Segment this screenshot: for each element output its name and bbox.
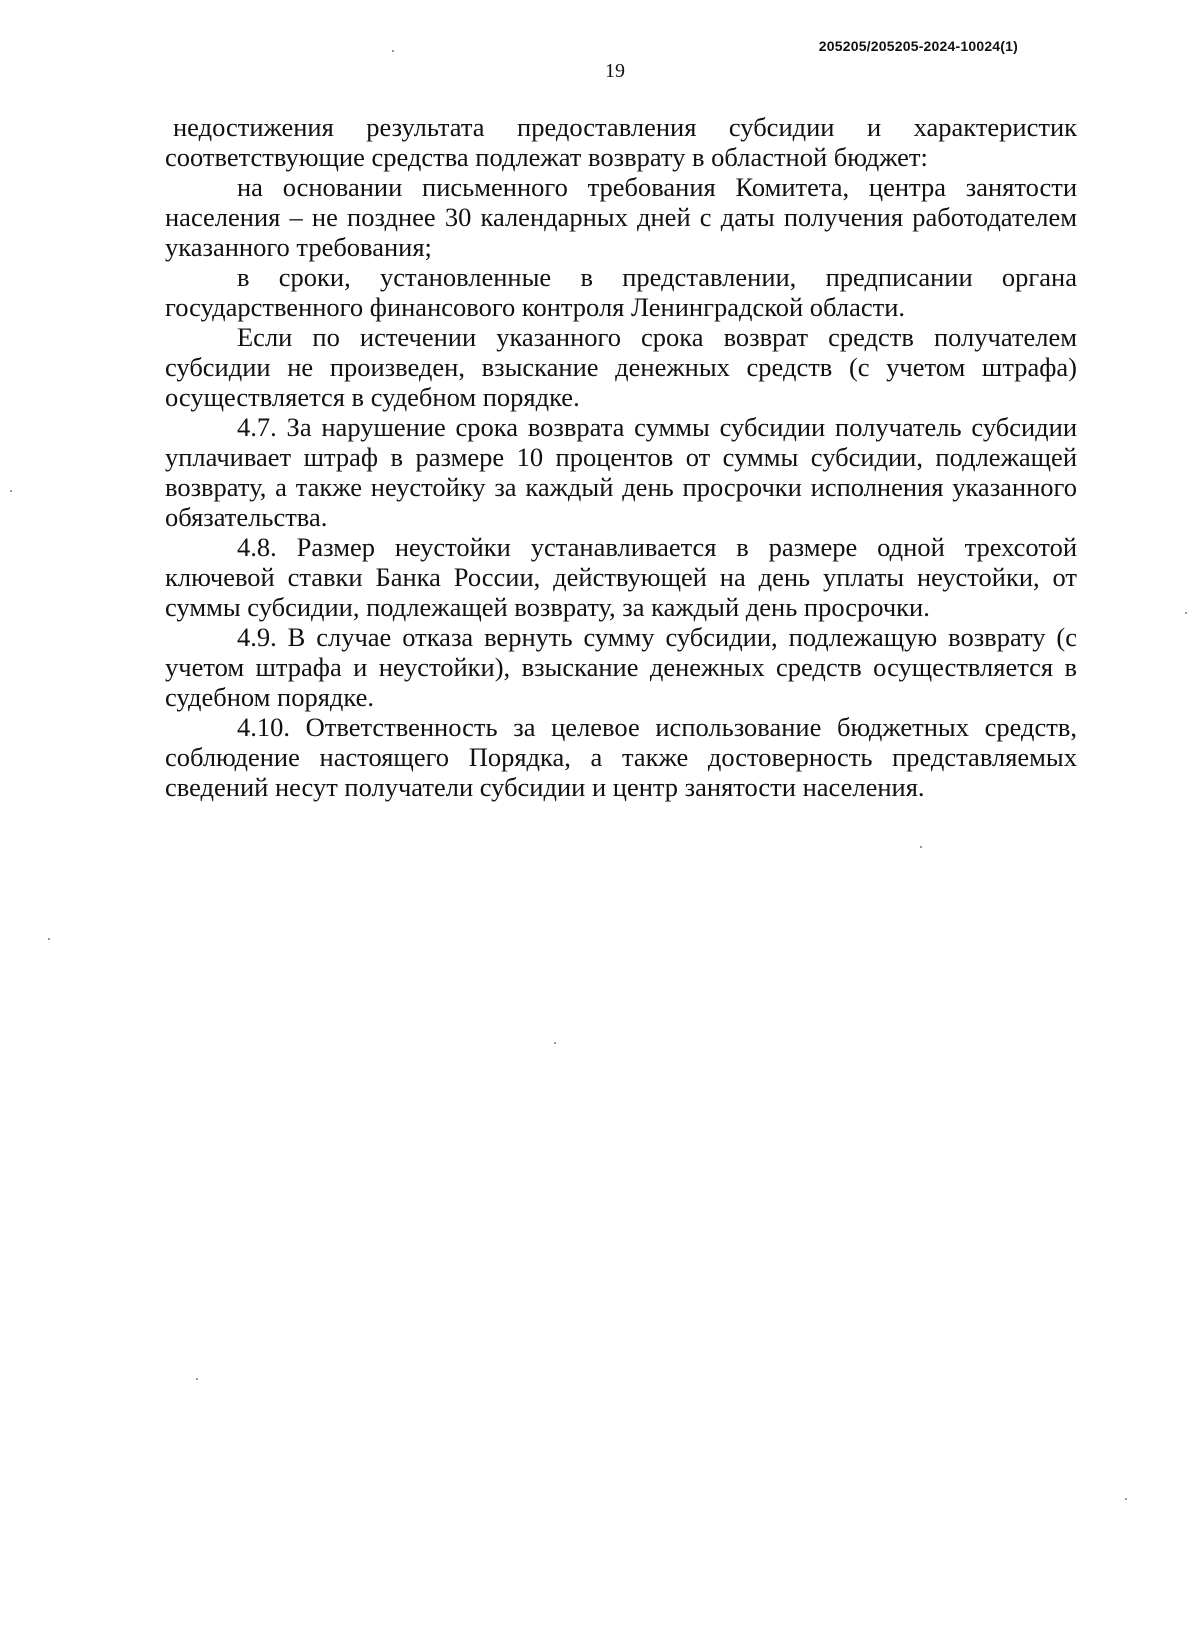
paragraph-4-8: 4.8. Размер неустойки устанавливается в размере одной трехсотой ключевой ставки Банка России, действующей на день уплаты неустойки, от суммы субсидии, подлежащей возврату, за каждый день просрочки. xyxy=(165,532,1077,622)
scan-speck xyxy=(920,846,922,848)
paragraph-4-10: 4.10. Ответственность за целевое использование бюджетных средств, соблюдение настоящего Порядка, а также достоверность представляемых сведений несут получатели субсидии и центр занятости населения. xyxy=(165,712,1077,802)
paragraph-continuation: недостижения результата предоставления субсидии и характеристик соответствующие средства подлежат возврату в областной бюджет: xyxy=(165,112,1077,172)
paragraph-control-deadlines: в сроки, установленные в представлении, предписании органа государственного финансового контроля Ленинградской области. xyxy=(165,262,1077,322)
scan-speck xyxy=(196,1378,198,1380)
page-number: 19 xyxy=(605,60,625,82)
paragraph-court-recovery: Если по истечении указанного срока возврат средств получателем субсидии не произведен, взыскание денежных средств (с учетом штрафа) осуществляется в судебном порядке. xyxy=(165,322,1077,412)
scan-speck xyxy=(554,1042,556,1044)
scan-speck xyxy=(1125,1498,1127,1500)
scan-speck xyxy=(1185,612,1187,614)
paragraph-written-demand: на основании письменного требования Комитета, центра занятости населения – не позднее 30 календарных дней с даты получения работодателем указанного требования; xyxy=(165,172,1077,262)
document-body xyxy=(165,112,1077,802)
scan-speck xyxy=(10,490,12,492)
scan-speck xyxy=(48,938,50,940)
paragraph-4-9: 4.9. В случае отказа вернуть сумму субсидии, подлежащую возврату (с учетом штрафа и неустойки), взыскание денежных средств осуществляется в судебном порядке. xyxy=(165,622,1077,712)
document-id: 205205/205205-2024-10024(1) xyxy=(818,38,1018,54)
paragraph-4-7: 4.7. За нарушение срока возврата суммы субсидии получатель субсидии уплачивает штраф в размере 10 процентов от суммы субсидии, подлежащей возврату, а также неустойку за каждый день просрочки исполнения указанного обязательства. xyxy=(165,412,1077,532)
scan-speck xyxy=(392,50,394,52)
